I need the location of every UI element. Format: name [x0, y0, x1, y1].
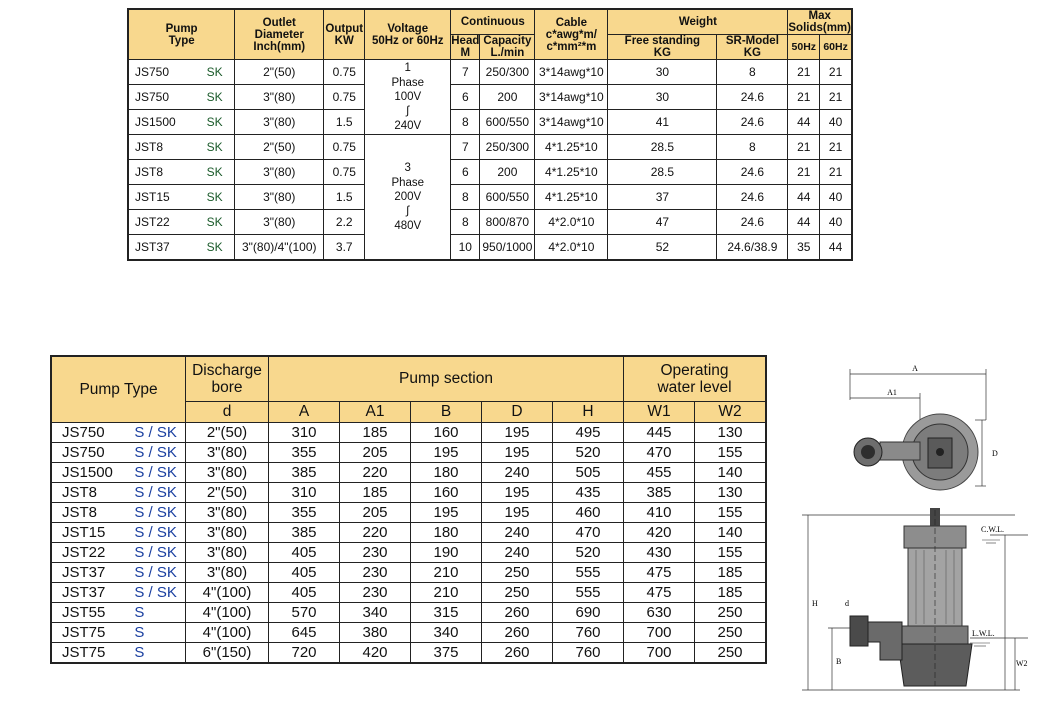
- cell-free-standing: 30: [608, 60, 717, 85]
- cell-head: 10: [451, 235, 480, 261]
- header-capacity: Capacity L./min: [480, 35, 535, 60]
- cell-solids-50hz: 21: [788, 60, 820, 85]
- cell-dd: 250: [482, 563, 553, 583]
- cell-w2: 250: [695, 643, 767, 664]
- dimension-row: [51, 443, 766, 463]
- cell-w2: 155: [695, 443, 767, 463]
- cell-output: 3.7: [324, 235, 365, 261]
- cell-h: 760: [553, 643, 624, 664]
- cell-h: 460: [553, 503, 624, 523]
- cell-model: JST37: [51, 563, 126, 583]
- cell-model: JS1500: [128, 110, 203, 135]
- cell-free-standing: 41: [608, 110, 717, 135]
- cell-a1: 205: [340, 443, 411, 463]
- cell-cable: 4*1.25*10: [535, 160, 608, 185]
- header-60hz: 60Hz: [820, 35, 852, 60]
- cell-cable: 3*14awg*10: [535, 85, 608, 110]
- dimension-row: [51, 563, 766, 583]
- cell-d: 2"(50): [186, 483, 269, 503]
- cell-dd: 195: [482, 423, 553, 443]
- cell-model: JST37: [51, 583, 126, 603]
- cell-type: S / SK: [126, 583, 185, 603]
- cell-d: 3"(80): [186, 543, 269, 563]
- cell-dd: 195: [482, 443, 553, 463]
- spec-row: [128, 160, 852, 185]
- cell-dd: 250: [482, 583, 553, 603]
- cell-sr-model: 24.6: [717, 85, 788, 110]
- cell-cable: 3*14awg*10: [535, 110, 608, 135]
- cell-d: 3"(80): [186, 463, 269, 483]
- dimension-table: [50, 355, 767, 664]
- cell-h: 470: [553, 523, 624, 543]
- cell-capacity: 250/300: [480, 135, 535, 160]
- cell-type: SK: [203, 60, 235, 85]
- label-d-dimension: D: [992, 449, 998, 458]
- cell-b: 315: [411, 603, 482, 623]
- header-b: B: [411, 402, 482, 423]
- cell-w2: 250: [695, 603, 767, 623]
- cell-sr-model: 24.6: [717, 110, 788, 135]
- cell-solids-50hz: 44: [788, 110, 820, 135]
- cell-output: 1.5: [324, 185, 365, 210]
- cell-d: 4"(100): [186, 583, 269, 603]
- cell-model: JST15: [128, 185, 203, 210]
- cell-dd: 260: [482, 643, 553, 664]
- cell-outlet: 2"(50): [235, 135, 324, 160]
- cell-capacity: 600/550: [480, 110, 535, 135]
- dimension-row: [51, 643, 766, 664]
- dimension-row: [51, 523, 766, 543]
- cell-dd: 260: [482, 603, 553, 623]
- cell-b: 180: [411, 523, 482, 543]
- cell-type: S / SK: [126, 483, 185, 503]
- header-sr-model: SR-Model KG: [717, 35, 788, 60]
- cell-type: S / SK: [126, 443, 185, 463]
- cell-outlet: 2"(50): [235, 60, 324, 85]
- cell-b: 210: [411, 563, 482, 583]
- cell-h: 760: [553, 623, 624, 643]
- spec-row: [128, 185, 852, 210]
- cell-type: S / SK: [126, 503, 185, 523]
- cell-w2: 140: [695, 523, 767, 543]
- cell-a1: 420: [340, 643, 411, 664]
- cell-model: JS750: [128, 85, 203, 110]
- cell-sr-model: 24.6: [717, 185, 788, 210]
- cell-type: S / SK: [126, 523, 185, 543]
- cell-model: JST55: [51, 603, 126, 623]
- cell-a: 570: [269, 603, 340, 623]
- dimension-row: [51, 583, 766, 603]
- cell-w1: 700: [624, 643, 695, 664]
- cell-type: S / SK: [126, 463, 185, 483]
- cell-a1: 340: [340, 603, 411, 623]
- cell-model: JST75: [51, 623, 126, 643]
- cell-a: 405: [269, 563, 340, 583]
- cell-sr-model: 8: [717, 60, 788, 85]
- cell-model: JST22: [51, 543, 126, 563]
- header-output: Output KW: [324, 9, 365, 60]
- cell-solids-60hz: 21: [820, 85, 852, 110]
- cell-capacity: 200: [480, 85, 535, 110]
- cell-solids-60hz: 40: [820, 110, 852, 135]
- header-operating-water-level: Operating water level: [624, 356, 767, 402]
- cell-head: 8: [451, 185, 480, 210]
- header-free-standing: Free standing KG: [608, 35, 717, 60]
- spec-row: [128, 60, 852, 85]
- cell-a: 405: [269, 583, 340, 603]
- cell-head: 7: [451, 135, 480, 160]
- cell-d: 3"(80): [186, 563, 269, 583]
- dimension-row: [51, 623, 766, 643]
- spec-row: [128, 235, 852, 261]
- header-voltage: Voltage 50Hz or 60Hz: [365, 9, 451, 60]
- cell-sr-model: 24.6/38.9: [717, 235, 788, 261]
- cell-model: JST8: [128, 135, 203, 160]
- cell-a: 310: [269, 483, 340, 503]
- cell-type: SK: [203, 160, 235, 185]
- cell-a1: 230: [340, 543, 411, 563]
- header-head: Head M: [451, 35, 480, 60]
- cell-solids-50hz: 21: [788, 160, 820, 185]
- cell-b: 195: [411, 503, 482, 523]
- cell-h: 520: [553, 443, 624, 463]
- cell-w2: 185: [695, 563, 767, 583]
- header-a1: A1: [340, 402, 411, 423]
- spec-row: [128, 210, 852, 235]
- spec-row: [128, 110, 852, 135]
- cell-a: 385: [269, 463, 340, 483]
- cell-head: 8: [451, 110, 480, 135]
- spec-row: [128, 135, 852, 160]
- cell-b: 180: [411, 463, 482, 483]
- cell-solids-60hz: 40: [820, 210, 852, 235]
- header-weight: Weight: [608, 9, 788, 35]
- cell-sr-model: 24.6: [717, 160, 788, 185]
- cell-cable: 4*2.0*10: [535, 210, 608, 235]
- header-pump-type: Pump Type: [51, 356, 186, 423]
- cell-head: 7: [451, 60, 480, 85]
- cell-sr-model: 24.6: [717, 210, 788, 235]
- cell-solids-60hz: 21: [820, 160, 852, 185]
- cell-dd: 195: [482, 503, 553, 523]
- cell-w1: 455: [624, 463, 695, 483]
- cell-dd: 240: [482, 523, 553, 543]
- pump-top-view: [854, 414, 978, 490]
- cell-w2: 185: [695, 583, 767, 603]
- cell-w2: 140: [695, 463, 767, 483]
- cell-outlet: 3"(80): [235, 110, 324, 135]
- cell-d: 3"(80): [186, 443, 269, 463]
- cell-a1: 230: [340, 583, 411, 603]
- dimension-row: [51, 603, 766, 623]
- cell-w1: 410: [624, 503, 695, 523]
- cell-w2: 130: [695, 423, 767, 443]
- cell-output: 2.2: [324, 210, 365, 235]
- cell-h: 555: [553, 563, 624, 583]
- cell-output: 1.5: [324, 110, 365, 135]
- cell-type: SK: [203, 110, 235, 135]
- cell-model: JS1500: [51, 463, 126, 483]
- cell-free-standing: 28.5: [608, 160, 717, 185]
- cell-w1: 475: [624, 563, 695, 583]
- cell-a1: 220: [340, 523, 411, 543]
- label-w2: W2: [1016, 659, 1028, 668]
- cell-model: JS750: [51, 423, 126, 443]
- cell-cable: 4*1.25*10: [535, 135, 608, 160]
- cell-dd: 240: [482, 543, 553, 563]
- cell-h: 495: [553, 423, 624, 443]
- cell-head: 6: [451, 160, 480, 185]
- label-a1: A1: [887, 388, 897, 397]
- cell-a1: 220: [340, 463, 411, 483]
- cell-w1: 430: [624, 543, 695, 563]
- cell-type: S / SK: [126, 563, 185, 583]
- dimension-row: [51, 463, 766, 483]
- cell-h: 555: [553, 583, 624, 603]
- cell-dd: 260: [482, 623, 553, 643]
- header-discharge-bore: Discharge bore: [186, 356, 269, 402]
- dimension-row: [51, 423, 766, 443]
- cell-output: 0.75: [324, 60, 365, 85]
- cell-voltage: 3 Phase 200V ∫ 480V: [365, 135, 451, 261]
- cell-w2: 250: [695, 623, 767, 643]
- cell-a1: 185: [340, 483, 411, 503]
- cell-type: S: [126, 623, 185, 643]
- cell-model: JS750: [51, 443, 126, 463]
- cell-d: 3"(80): [186, 503, 269, 523]
- cell-w1: 420: [624, 523, 695, 543]
- cell-dd: 195: [482, 483, 553, 503]
- header-dd: D: [482, 402, 553, 423]
- cell-model: JS750: [128, 60, 203, 85]
- cell-output: 0.75: [324, 135, 365, 160]
- cell-type: S / SK: [126, 543, 185, 563]
- cell-a: 385: [269, 523, 340, 543]
- cell-solids-50hz: 21: [788, 135, 820, 160]
- dimension-row: [51, 483, 766, 503]
- cell-d: 3"(80): [186, 523, 269, 543]
- header-cable: Cable c*awg*m/ c*mm²*m: [535, 9, 608, 60]
- cell-type: SK: [203, 235, 235, 261]
- cell-free-standing: 28.5: [608, 135, 717, 160]
- cell-solids-60hz: 40: [820, 185, 852, 210]
- cell-a: 720: [269, 643, 340, 664]
- cell-outlet: 3"(80): [235, 210, 324, 235]
- pump-side-view: [850, 508, 972, 686]
- cell-w2: 130: [695, 483, 767, 503]
- cell-solids-60hz: 21: [820, 60, 852, 85]
- cell-w2: 155: [695, 503, 767, 523]
- pump-dimension-drawing: [800, 360, 1036, 700]
- cell-a1: 185: [340, 423, 411, 443]
- cell-a: 645: [269, 623, 340, 643]
- cell-h: 435: [553, 483, 624, 503]
- cell-solids-50hz: 35: [788, 235, 820, 261]
- header-a: A: [269, 402, 340, 423]
- cell-h: 505: [553, 463, 624, 483]
- cell-b: 375: [411, 643, 482, 664]
- cell-model: JST75: [51, 643, 126, 664]
- cell-b: 190: [411, 543, 482, 563]
- header-w1: W1: [624, 402, 695, 423]
- cell-w1: 385: [624, 483, 695, 503]
- cell-d: 6"(150): [186, 643, 269, 664]
- cell-type: S / SK: [126, 423, 185, 443]
- cell-free-standing: 37: [608, 185, 717, 210]
- header-50hz: 50Hz: [788, 35, 820, 60]
- cell-d: 4"(100): [186, 623, 269, 643]
- cell-a: 355: [269, 443, 340, 463]
- cell-a1: 205: [340, 503, 411, 523]
- label-cwl: C.W.L.: [981, 525, 1005, 534]
- cell-b: 210: [411, 583, 482, 603]
- cell-d: 4"(100): [186, 603, 269, 623]
- cell-w1: 470: [624, 443, 695, 463]
- cell-outlet: 3"(80)/4"(100): [235, 235, 324, 261]
- cell-type: SK: [203, 185, 235, 210]
- cell-solids-60hz: 21: [820, 135, 852, 160]
- spec-row: [128, 85, 852, 110]
- cell-a: 405: [269, 543, 340, 563]
- pump-spec-table: [127, 8, 853, 261]
- cell-a: 310: [269, 423, 340, 443]
- cell-w1: 475: [624, 583, 695, 603]
- cell-output: 0.75: [324, 85, 365, 110]
- cell-head: 8: [451, 210, 480, 235]
- cell-model: JST8: [51, 503, 126, 523]
- cell-capacity: 950/1000: [480, 235, 535, 261]
- cell-b: 160: [411, 483, 482, 503]
- cell-outlet: 3"(80): [235, 185, 324, 210]
- cell-a: 355: [269, 503, 340, 523]
- cell-output: 0.75: [324, 160, 365, 185]
- cell-w1: 700: [624, 623, 695, 643]
- cell-model: JST37: [128, 235, 203, 261]
- cell-solids-50hz: 21: [788, 85, 820, 110]
- cell-outlet: 3"(80): [235, 85, 324, 110]
- cell-free-standing: 30: [608, 85, 717, 110]
- header-outlet-diameter: Outlet Diameter Inch(mm): [235, 9, 324, 60]
- cell-b: 160: [411, 423, 482, 443]
- cell-w2: 155: [695, 543, 767, 563]
- cell-solids-50hz: 44: [788, 210, 820, 235]
- cell-model: JST8: [51, 483, 126, 503]
- header-w2: W2: [695, 402, 767, 423]
- cell-capacity: 250/300: [480, 60, 535, 85]
- cell-a1: 230: [340, 563, 411, 583]
- label-a: A: [912, 364, 918, 373]
- cell-capacity: 600/550: [480, 185, 535, 210]
- cell-b: 340: [411, 623, 482, 643]
- cell-capacity: 200: [480, 160, 535, 185]
- cell-head: 6: [451, 85, 480, 110]
- cell-cable: 3*14awg*10: [535, 60, 608, 85]
- cell-w1: 445: [624, 423, 695, 443]
- label-h: H: [812, 599, 818, 608]
- cell-free-standing: 47: [608, 210, 717, 235]
- header-pump-type: Pump Type: [128, 9, 235, 60]
- header-h: H: [553, 402, 624, 423]
- cell-type: SK: [203, 85, 235, 110]
- header-d: d: [186, 402, 269, 423]
- cell-outlet: 3"(80): [235, 160, 324, 185]
- cell-free-standing: 52: [608, 235, 717, 261]
- cell-sr-model: 8: [717, 135, 788, 160]
- cell-h: 690: [553, 603, 624, 623]
- cell-a1: 380: [340, 623, 411, 643]
- cell-cable: 4*2.0*10: [535, 235, 608, 261]
- cell-solids-60hz: 44: [820, 235, 852, 261]
- cell-type: S: [126, 603, 185, 623]
- label-d-small: d: [845, 599, 849, 608]
- header-pump-section: Pump section: [269, 356, 624, 402]
- cell-type: SK: [203, 135, 235, 160]
- cell-solids-50hz: 44: [788, 185, 820, 210]
- dimension-row: [51, 543, 766, 563]
- cell-h: 520: [553, 543, 624, 563]
- cell-d: 2"(50): [186, 423, 269, 443]
- cell-model: JST15: [51, 523, 126, 543]
- cell-type: S: [126, 643, 185, 664]
- cell-dd: 240: [482, 463, 553, 483]
- header-continuous: Continuous: [451, 9, 535, 35]
- cell-capacity: 800/870: [480, 210, 535, 235]
- header-max-solids: Max Solids(mm): [788, 10, 851, 35]
- cell-model: JST8: [128, 160, 203, 185]
- cell-model: JST22: [128, 210, 203, 235]
- label-b: B: [836, 657, 842, 666]
- dimension-row: [51, 503, 766, 523]
- cell-type: SK: [203, 210, 235, 235]
- cell-voltage: 1 Phase 100V ∫ 240V: [365, 60, 451, 135]
- cell-w1: 630: [624, 603, 695, 623]
- cell-cable: 4*1.25*10: [535, 185, 608, 210]
- cell-b: 195: [411, 443, 482, 463]
- label-lwl: L.W.L.: [972, 629, 995, 638]
